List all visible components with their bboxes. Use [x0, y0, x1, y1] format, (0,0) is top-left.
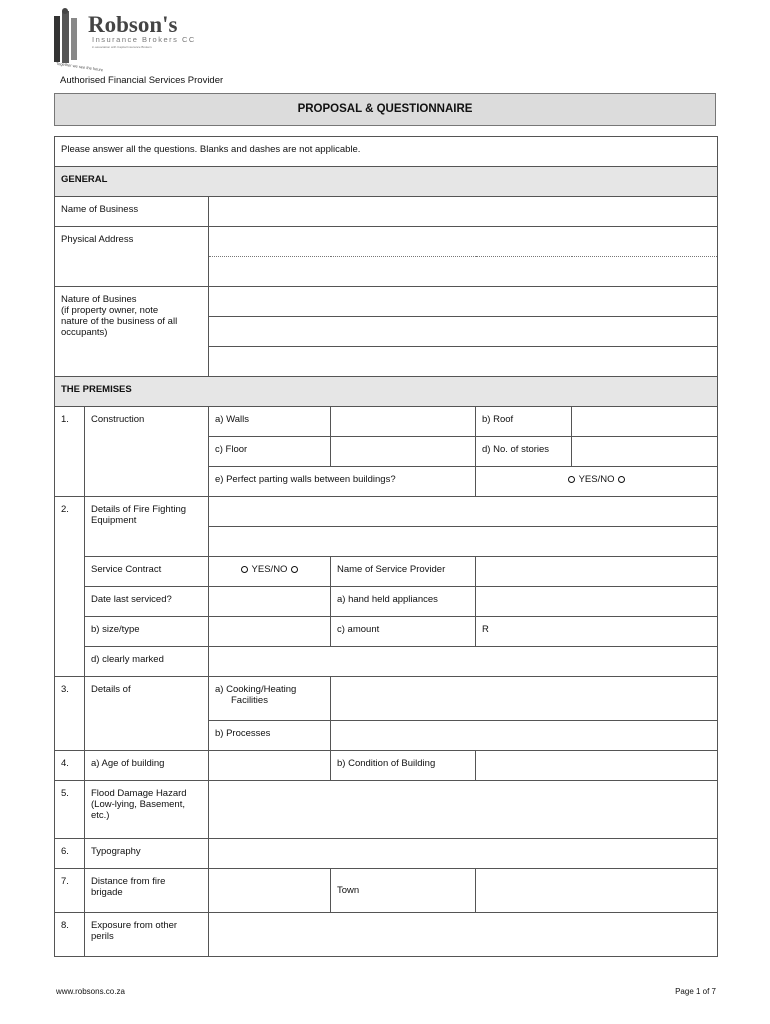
premises-heading: THE PREMISES — [55, 377, 718, 407]
clearly-marked-label: d) clearly marked — [85, 647, 209, 677]
walls-field[interactable] — [331, 407, 476, 437]
nature-of-business-label — [55, 287, 209, 377]
instructions: Please answer all the questions. Blanks and dashes are not applicable. — [55, 137, 718, 167]
q2-label: Details of Fire Fighting Equipment — [85, 497, 209, 557]
no-radio-icon[interactable] — [291, 566, 298, 573]
provider-label: Name of Service Provider — [331, 557, 476, 587]
distance-label: Distance from fire brigade — [85, 869, 209, 913]
amount-field[interactable]: R — [476, 617, 718, 647]
condition-label: b) Condition of Building — [331, 751, 476, 781]
walls-label: a) Walls — [209, 407, 331, 437]
fire-equipment-field-2[interactable] — [209, 527, 718, 557]
q2-number: 2. — [55, 497, 85, 677]
typography-label: Typography — [85, 839, 209, 869]
svg-text:in association with Capital In: in association with Capital Insurance Brokers — [92, 45, 152, 49]
physical-address-field-1[interactable] — [209, 227, 718, 257]
amount-label: c) amount — [331, 617, 476, 647]
processes-field[interactable] — [331, 721, 718, 751]
flood-label: Flood Damage Hazard (Low-lying, Basement, etc.) — [85, 781, 209, 839]
company-logo — [52, 8, 202, 70]
stories-label: d) No. of stories — [476, 437, 572, 467]
roof-field[interactable] — [572, 407, 718, 437]
size-type-field[interactable] — [209, 617, 331, 647]
name-of-business-field[interactable] — [209, 197, 718, 227]
svg-text:Insurance Brokers CC: Insurance Brokers CC — [92, 35, 196, 44]
exposure-label: Exposure from other perils — [85, 913, 209, 957]
physical-address-field-2[interactable] — [209, 257, 718, 287]
hand-held-label: a) hand held appliances — [331, 587, 476, 617]
nature-field-3[interactable] — [209, 347, 718, 377]
parting-walls-label: e) Perfect parting walls between buildings? — [209, 467, 476, 497]
date-serviced-field[interactable] — [209, 587, 331, 617]
fire-equipment-field-1[interactable] — [209, 497, 718, 527]
parting-walls-yesno — [476, 467, 718, 497]
page-title: PROPOSAL & QUESTIONNAIRE — [54, 93, 716, 126]
date-serviced-label: Date last serviced? — [85, 587, 209, 617]
hand-held-field[interactable] — [476, 587, 718, 617]
typography-field[interactable] — [209, 839, 718, 869]
nature-line-4: occupants) — [61, 327, 108, 338]
town-field[interactable] — [476, 869, 718, 913]
distance-field[interactable] — [209, 869, 331, 913]
nature-field-1[interactable] — [209, 287, 718, 317]
cooking-label: a) Cooking/Heating Facilities — [209, 677, 331, 721]
service-contract-label: Service Contract — [85, 557, 209, 587]
nature-line-3: nature of the business of all — [61, 316, 178, 327]
cooking-field[interactable] — [331, 677, 718, 721]
processes-label: b) Processes — [209, 721, 331, 751]
yesno-label: YES/NO — [578, 474, 615, 485]
q8-number: 8. — [55, 913, 85, 957]
exposure-field[interactable] — [209, 913, 718, 957]
nature-line-1: Nature of Busines — [61, 294, 137, 305]
floor-label: c) Floor — [209, 437, 331, 467]
footer-page-number: Page 1 of 7 — [675, 987, 716, 996]
proposal-form — [54, 136, 718, 957]
footer-website[interactable]: www.robsons.co.za — [56, 987, 125, 996]
size-type-label: b) size/type — [85, 617, 209, 647]
provider-field[interactable] — [476, 557, 718, 587]
svg-text:Robson's: Robson's — [88, 12, 178, 37]
clearly-marked-field[interactable] — [209, 647, 718, 677]
flood-field[interactable] — [209, 781, 718, 839]
floor-field[interactable] — [331, 437, 476, 467]
age-field[interactable] — [209, 751, 331, 781]
stories-field[interactable] — [572, 437, 718, 467]
nature-line-2: (if property owner, note — [61, 305, 159, 316]
yes-radio-icon[interactable] — [568, 476, 575, 483]
q4-number: 4. — [55, 751, 85, 781]
tagline: Together we see the future — [55, 60, 104, 73]
condition-field[interactable] — [476, 751, 718, 781]
q5-number: 5. — [55, 781, 85, 839]
age-label: a) Age of building — [85, 751, 209, 781]
yes-radio-icon[interactable] — [241, 566, 248, 573]
fsp-label: Authorised Financial Services Provider — [60, 75, 224, 86]
q6-number: 6. — [55, 839, 85, 869]
q7-number: 7. — [55, 869, 85, 913]
no-radio-icon[interactable] — [618, 476, 625, 483]
q1-label: Construction — [85, 407, 209, 437]
town-label: Town — [331, 869, 476, 913]
q3-number: 3. — [55, 677, 85, 751]
roof-label: b) Roof — [476, 407, 572, 437]
general-heading: GENERAL — [55, 167, 718, 197]
q3-label: Details of — [85, 677, 209, 751]
q1-number: 1. — [55, 407, 85, 437]
name-of-business-label: Name of Business — [55, 197, 209, 227]
nature-field-2[interactable] — [209, 317, 718, 347]
physical-address-label: Physical Address — [55, 227, 209, 287]
service-contract-yesno: YES/NO — [209, 557, 331, 587]
